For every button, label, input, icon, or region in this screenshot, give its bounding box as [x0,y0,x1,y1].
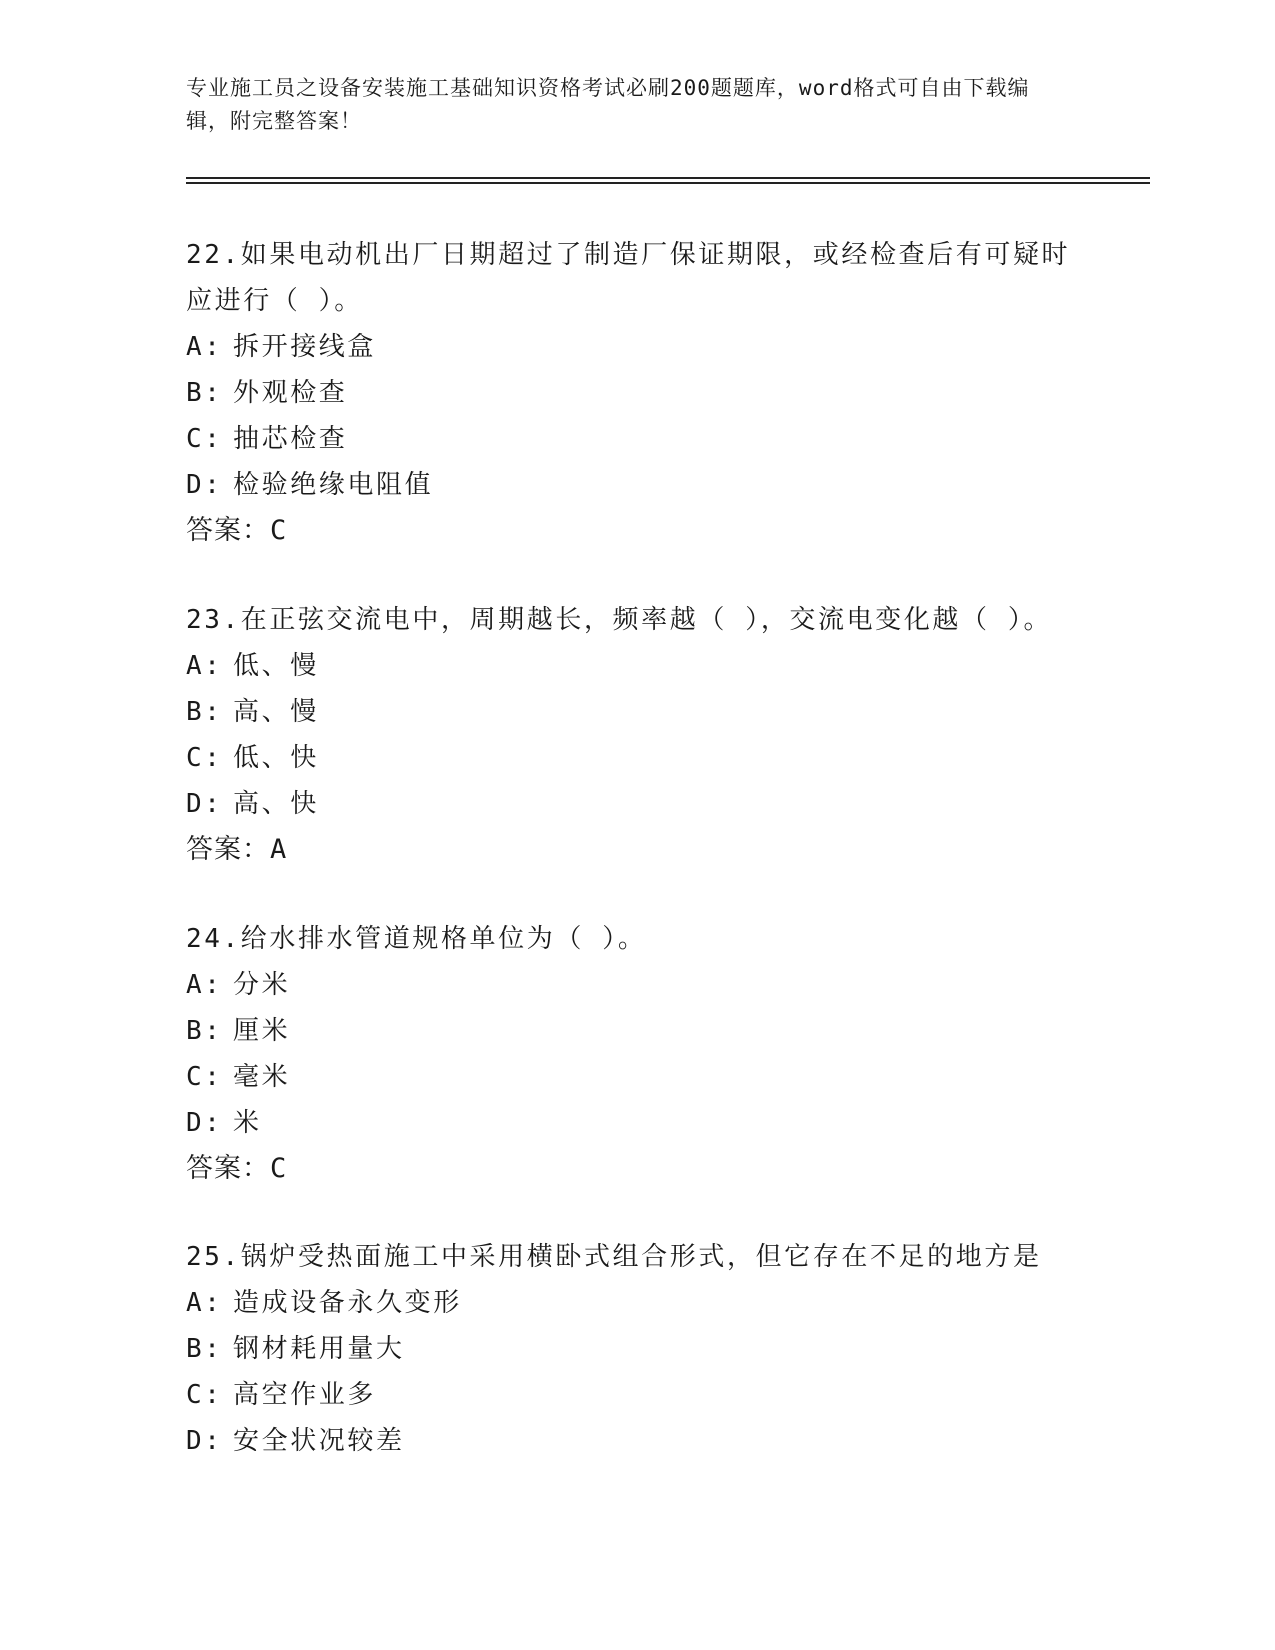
option-letter: C: [186,743,223,773]
option-b [186,689,1086,735]
question-25 [186,1234,1086,1464]
option-text: 抽芯检查 [233,424,348,454]
option-text: 低、慢 [233,651,319,681]
option-text: 高、慢 [233,697,319,727]
option-b [186,1326,1086,1372]
answer-line: 答案：A [186,834,288,865]
option-d [186,781,1086,827]
question-stem: 24.给水排水管道规格单位为（ ）。 [186,924,647,954]
option-text: 检验绝缘电阻值 [233,470,434,500]
option-d [186,1100,1086,1146]
option-text: 钢材耗用量大 [233,1334,405,1364]
option-text: 外观检查 [233,378,348,408]
option-letter: C: [186,1380,223,1410]
option-text: 拆开接线盒 [233,332,377,362]
option-text: 毫米 [233,1062,291,1092]
option-letter: D: [186,1108,223,1138]
option-letter: A: [186,970,223,1000]
option-a [186,324,1086,370]
option-b [186,370,1086,416]
header-rule-bottom [186,182,1150,184]
option-text: 高空作业多 [233,1380,377,1410]
option-c [186,735,1086,781]
question-stem: 23.在正弦交流电中，周期越长，频率越（ ），交流电变化越（ ）。 [186,605,1053,635]
option-text: 造成设备永久变形 [233,1288,462,1318]
option-letter: A: [186,651,223,681]
option-text: 厘米 [233,1016,291,1046]
option-letter: A: [186,332,223,362]
option-c [186,1054,1086,1100]
document-header: 专业施工员之设备安装施工基础知识资格考试必刷200题题库，word格式可自由下载编辑，附完整答案！ [186,76,1030,133]
option-d [186,1418,1086,1464]
option-a [186,1280,1086,1326]
option-c [186,1372,1086,1418]
question-stem: 22.如果电动机出厂日期超过了制造厂保证期限，或经检查后有可疑时应进行（ ）。 [186,240,1071,316]
option-letter: D: [186,470,223,500]
option-d [186,462,1086,508]
question-22 [186,232,1086,554]
option-letter: C: [186,424,223,454]
answer-line: 答案：C [186,515,288,546]
option-c [186,416,1086,462]
option-letter: B: [186,378,223,408]
option-a [186,643,1086,689]
question-stem: 25.锅炉受热面施工中采用横卧式组合形式，但它存在不足的地方是 [186,1242,1042,1272]
option-text: 分米 [233,970,291,1000]
option-letter: B: [186,697,223,727]
option-text: 低、快 [233,743,319,773]
question-23 [186,597,1086,873]
option-text: 米 [233,1108,262,1138]
question-24 [186,916,1086,1192]
option-b [186,1008,1086,1054]
option-letter: D: [186,789,223,819]
option-letter: B: [186,1334,223,1364]
option-a [186,962,1086,1008]
header-rule-top [186,177,1150,179]
option-letter: B: [186,1016,223,1046]
option-letter: C: [186,1062,223,1092]
option-text: 高、快 [233,789,319,819]
option-letter: D: [186,1426,223,1456]
answer-line: 答案：C [186,1153,288,1184]
option-letter: A: [186,1288,223,1318]
option-text: 安全状况较差 [233,1426,405,1456]
